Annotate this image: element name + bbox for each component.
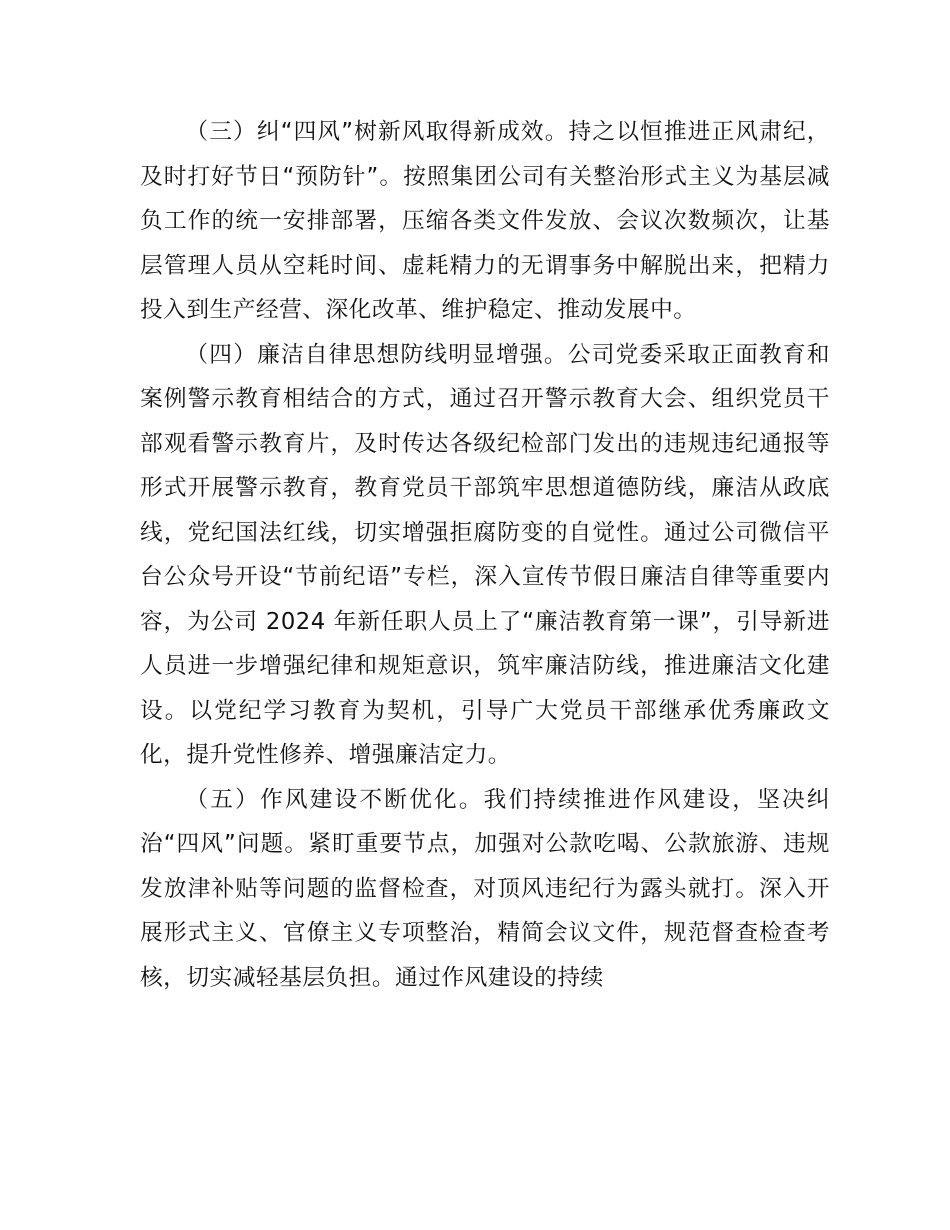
document-body — [140, 110, 830, 1000]
paragraph-section-4: （四）廉洁自律思想防线明显增强。公司党委采取正面教育和案例警示教育相结合的方式，通过召开警示教育大会、组织党员干部观看警示教育片，及时传达各级纪检部门发出的违规违纪通报等形式开展警示教育，教育党员干部筑牢思想道德防线，廉洁从政底线，党纪国法红线，切实增强拒腐防变的自觉性。通过公司微信平台公众号开设“节前纪语”专栏，深入宣传节假日廉洁自律等重要内容，为公司 2024 年新任职人员上了“廉洁教育第一课”，引导新进人员进一步增强纪律和规矩意识，筑牢廉洁防线，推进廉洁文化建设。以党纪学习教育为契机，引导广大党员干部继承优秀廉政文化，提升党性修养、增强廉洁定力。 — [140, 341, 830, 768]
paragraph-section-3: （三）纠“四风”树新风取得新成效。持之以恒推进正风肃纪，及时打好节日“预防针”。按照集团公司有关整治形式主义为基层减负工作的统一安排部署，压缩各类文件发放、会议次数频次，让基层管理人员从空耗时间、虚耗精力的无谓事务中解脱出来，把精力投入到生产经营、深化改革、维护稳定、推动发展中。 — [140, 119, 830, 323]
paragraph-section-5: （五）作风建设不断优化。我们持续推进作风建设，坚决纠治“四风”问题。紧盯重要节点，加强对公款吃喝、公款旅游、违规发放津补贴等问题的监督检查，对顶风违纪行为露头就打。深入开展形式主义、官僚主义专项整治，精简会议文件，规范督查检查考核，切实减轻基层负担。通过作风建设的持续 — [140, 786, 830, 991]
